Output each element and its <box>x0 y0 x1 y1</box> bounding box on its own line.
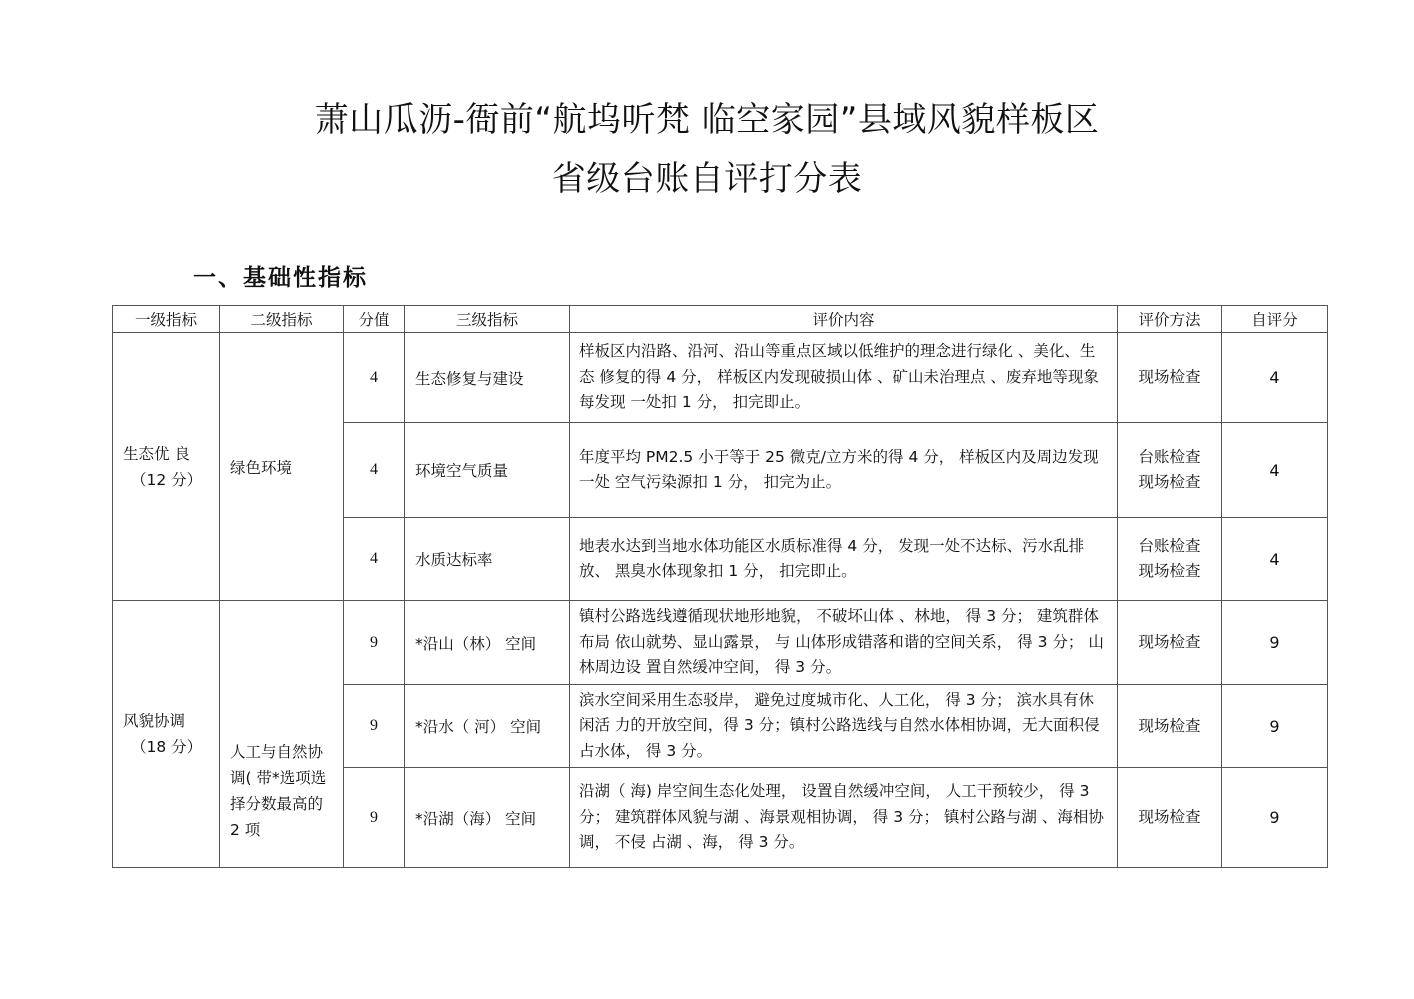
score-cell: 9 <box>344 685 405 768</box>
header-level2: 二级指标 <box>220 306 344 333</box>
level3-cell: *沿山（林） 空间 <box>405 601 570 685</box>
section-heading: 一、基础性指标 <box>193 265 368 291</box>
method-item: 现场检查 <box>1138 562 1201 580</box>
method-item: 现场检查 <box>1138 633 1201 651</box>
level1-points: （12 分） <box>131 470 203 489</box>
method-item: 现场检查 <box>1138 368 1201 386</box>
level1-label: 生态优 良 <box>123 444 190 463</box>
table-header-row <box>113 306 1328 333</box>
self-score-cell: 4 <box>1222 423 1328 518</box>
level3-cell: *沿水（ 河） 空间 <box>405 685 570 768</box>
level3-cell: 环境空气质量 <box>405 423 570 518</box>
header-method: 评价方法 <box>1118 306 1222 333</box>
level2-cell: 人工与自然协 调( 带*选项选 择分数最高的 2 项 <box>220 601 344 868</box>
self-score-cell: 9 <box>1222 601 1328 685</box>
self-score-cell: 4 <box>1222 518 1328 601</box>
score-cell: 9 <box>344 768 405 868</box>
score-cell: 4 <box>344 333 405 423</box>
self-score-cell: 9 <box>1222 768 1328 868</box>
content-cell: 滨水空间采用生态驳岸， 避免过度城市化、人工化， 得 3 分； 滨水具有休闲活 力的开放空间，得 3 分；镇村公路选线与自然水体相协调，无大面积侵占水体， 得 3 分。 <box>570 685 1118 768</box>
self-score-cell: 9 <box>1222 685 1328 768</box>
method-cell <box>1118 768 1222 868</box>
score-cell: 4 <box>344 423 405 518</box>
method-cell <box>1118 685 1222 768</box>
method-cell <box>1118 518 1222 601</box>
content-cell: 镇村公路选线遵循现状地形地貌， 不破坏山体 、林地， 得 3 分； 建筑群体布局 依山就势、显山露景， 与 山体形成错落和谐的空间关系， 得 3 分； 山林周边设 置自然缓冲空间， 得 3 分。 <box>570 601 1118 685</box>
score-cell: 9 <box>344 601 405 685</box>
table-row <box>113 601 1328 685</box>
document-title-line-2: 省级台账自评打分表 <box>551 159 863 199</box>
self-score-cell: 4 <box>1222 333 1328 423</box>
level1-cell <box>113 333 220 601</box>
document-title-line-1: 萧山瓜沥-衙前“航坞听梵 临空家园”县域风貌样板区 <box>314 100 1100 140</box>
scoring-table <box>112 305 1328 868</box>
method-cell <box>1118 333 1222 423</box>
method-cell <box>1118 423 1222 518</box>
method-item: 台账检查 <box>1138 448 1201 466</box>
method-item: 现场检查 <box>1138 473 1201 491</box>
content-cell: 样板区内沿路、沿河、沿山等重点区域以低维护的理念进行绿化 、美化、生态 修复的得 4 分， 样板区内发现破损山体 、矿山未治理点 、废弃地等现象每发现 一处扣 1 分， 扣完即止。 <box>570 333 1118 423</box>
header-level3: 三级指标 <box>405 306 570 333</box>
level1-label: 风貌协调 <box>123 712 186 730</box>
method-cell <box>1118 601 1222 685</box>
level3-cell: 生态修复与建设 <box>405 333 570 423</box>
level3-cell: 水质达标率 <box>405 518 570 601</box>
header-score: 分值 <box>344 306 405 333</box>
method-item: 台账检查 <box>1138 537 1201 555</box>
header-self-score: 自评分 <box>1222 306 1328 333</box>
table-row <box>113 333 1328 423</box>
level2-cell: 绿色环境 <box>220 333 344 601</box>
level1-points: （18 分） <box>131 738 203 756</box>
score-cell: 4 <box>344 518 405 601</box>
content-cell: 年度平均 PM2.5 小于等于 25 微克/立方米的得 4 分， 样板区内及周边发现 一处 空气污染源扣 1 分， 扣完为止。 <box>570 423 1118 518</box>
content-cell: 沿湖（ 海) 岸空间生态化处理， 设置自然缓冲空间， 人工干预较少， 得 3 分； 建筑群体风貌与湖 、海景观相协调， 得 3 分； 镇村公路与湖 、海相协调， 不侵 占湖 、海， 得 3 分。 <box>570 768 1118 868</box>
method-item: 现场检查 <box>1138 808 1201 826</box>
header-content: 评价内容 <box>570 306 1118 333</box>
level3-cell: *沿湖（海） 空间 <box>405 768 570 868</box>
header-level1: 一级指标 <box>113 306 220 333</box>
content-cell: 地表水达到当地水体功能区水质标准得 4 分， 发现一处不达标、污水乱排放、 黑臭水体现象扣 1 分， 扣完即止。 <box>570 518 1118 601</box>
method-item: 现场检查 <box>1138 716 1201 735</box>
level1-cell <box>113 601 220 868</box>
